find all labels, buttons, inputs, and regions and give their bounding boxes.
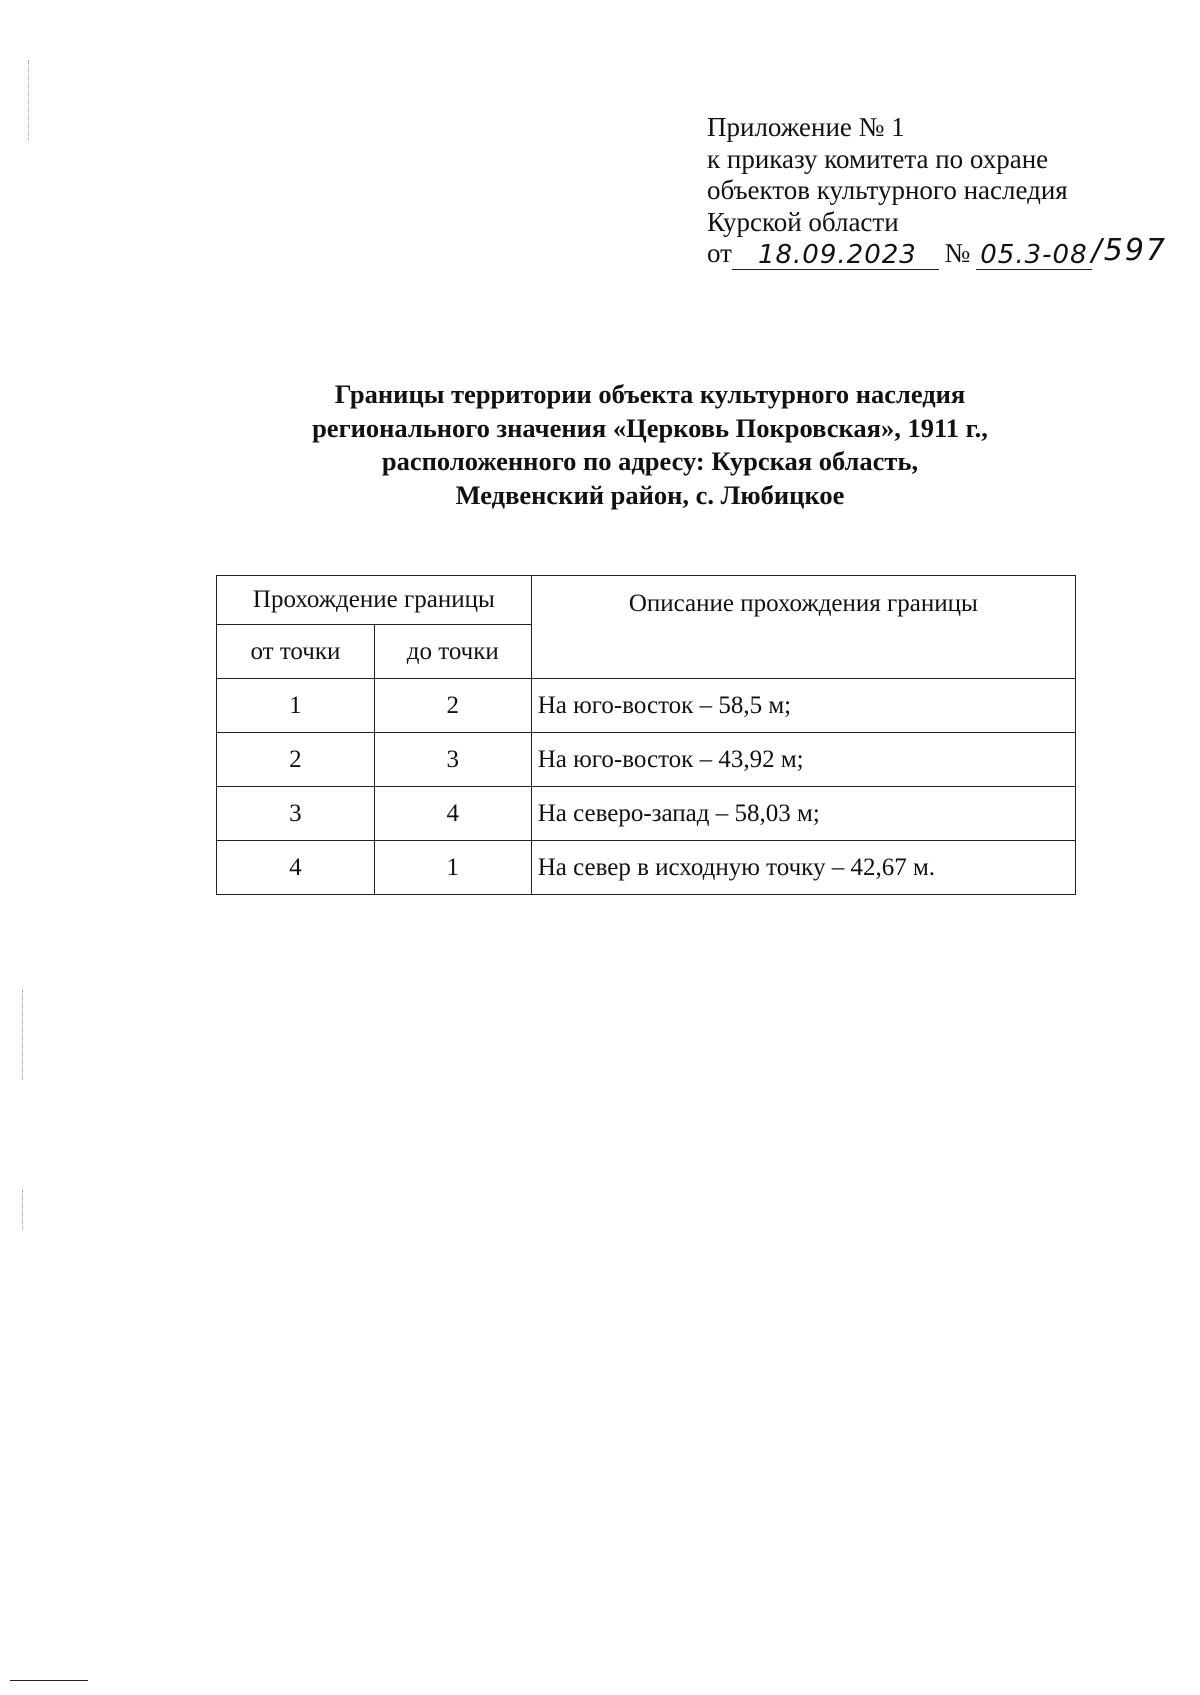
appendix-title: Приложение № 1 [707,112,905,142]
boundary-table [216,575,1076,895]
table-row [217,787,1076,841]
cell-description: На север в исходную точку – 42,67 м. [531,841,1075,895]
cell-to: 4 [374,787,531,841]
cell-description: На северо-запад – 58,03 м; [531,787,1075,841]
handwritten-order-suffix: /597 [1091,232,1167,268]
title-line: регионального значения «Церковь Покровская», 1911 г., [312,412,988,443]
appendix-header [707,112,1167,270]
cell-from: 3 [217,787,375,841]
cell-description: На юго-восток – 43,92 м; [531,733,1075,787]
document-title [180,378,1120,512]
scan-artifact [22,1190,23,1230]
cell-from: 2 [217,733,375,787]
table-header-row [217,576,1076,625]
table-row [217,679,1076,733]
cell-to: 3 [374,733,531,787]
appendix-order-line: к приказу комитета по охране [707,143,1049,174]
header-boundary-passage: Прохождение границы [217,576,532,625]
table-row [217,841,1076,895]
handwritten-order-number: 05.3-08 [976,242,1091,270]
appendix-date-number-line [707,232,1167,270]
title-line: Медвенский район, с. Любицкое [455,479,845,510]
cell-from: 4 [217,841,375,895]
scan-artifact [28,60,29,140]
number-sign: № [944,238,971,268]
title-line: Границы территории объекта культурного наследия [334,379,966,409]
appendix-region-line: Курской области [707,206,899,237]
header-from-point: от точки [217,625,375,679]
cell-description: На юго-восток – 58,5 м; [531,679,1075,733]
date-prefix: от [707,238,732,268]
appendix-committee-line: объектов культурного наследия [707,175,1068,205]
cell-to: 2 [374,679,531,733]
title-line: расположенного по адресу: Курская область, [381,446,919,476]
handwritten-date: 18.09.2023 [732,242,939,270]
table-row [217,733,1076,787]
footer-rule [10,1680,88,1681]
cell-to: 1 [374,841,531,895]
scan-artifact [22,990,23,1080]
cell-from: 1 [217,679,375,733]
header-to-point: до точки [374,625,531,679]
header-description: Описание прохождения границы [531,576,1075,679]
